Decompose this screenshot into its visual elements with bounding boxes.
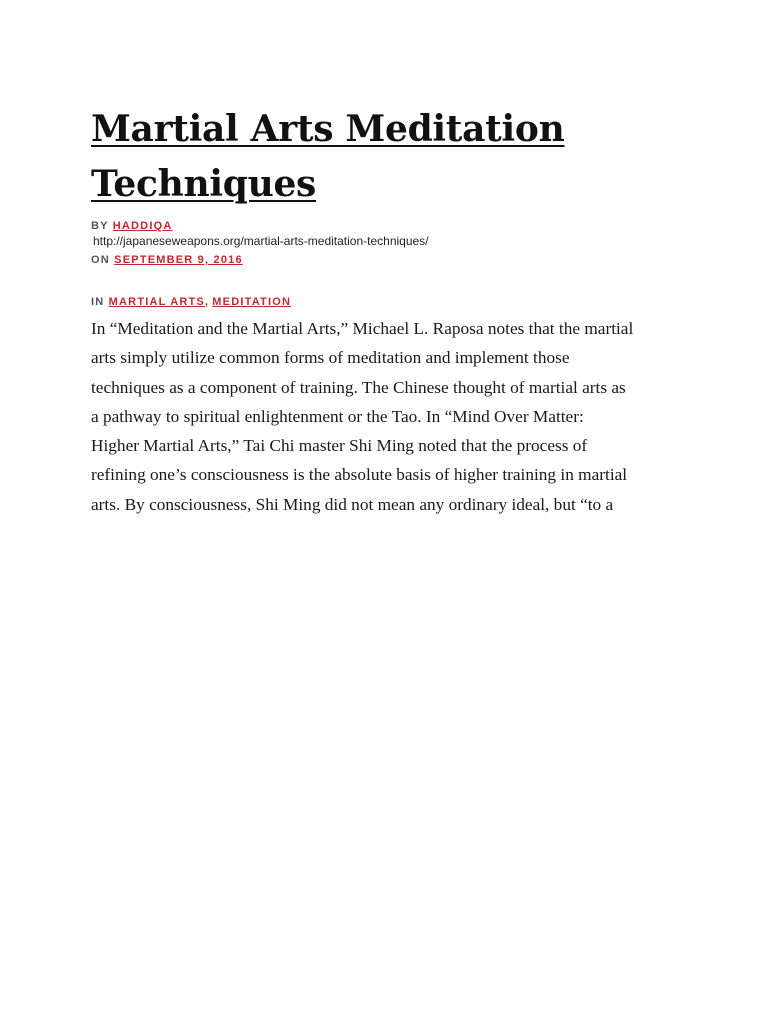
body-line: techniques as a component of training. The Chinese thought of martial arts as bbox=[91, 377, 626, 397]
category-separator: , bbox=[204, 296, 209, 308]
body-line: Higher Martial Arts,” Tai Chi master Shi Ming noted that the process of bbox=[91, 436, 588, 456]
in-label: IN bbox=[91, 296, 105, 308]
source-url: http://japaneseweapons.org/martial-arts-meditation-techniques/ bbox=[93, 234, 429, 248]
article-title-line-1 bbox=[91, 102, 684, 157]
category-link-martial-arts[interactable]: MARTIAL ARTS bbox=[108, 296, 205, 308]
body-line: In “Meditation and the Martial Arts,” Michael L. Raposa notes that the martial bbox=[91, 319, 634, 338]
article-title-text-1: Martial Arts Meditation bbox=[91, 108, 565, 150]
article-title bbox=[91, 0, 684, 212]
category-link-meditation[interactable]: MEDITATION bbox=[212, 296, 292, 308]
article-title-text-2: Techniques bbox=[91, 163, 317, 205]
by-label: BY bbox=[91, 220, 109, 232]
byline bbox=[91, 218, 684, 234]
on-label: ON bbox=[91, 254, 110, 266]
article-body bbox=[91, 314, 684, 519]
body-line: a pathway to spiritual enlightenment or the Tao. In “Mind Over Matter: bbox=[91, 406, 584, 426]
author-link[interactable]: HADDIQA bbox=[112, 220, 173, 232]
body-line: refining one’s consciousness is the absolute basis of higher training in martial bbox=[91, 465, 628, 485]
dateline bbox=[91, 252, 684, 268]
article-title-line-2 bbox=[91, 157, 684, 212]
body-line: arts simply utilize common forms of meditation and implement those bbox=[91, 348, 570, 368]
category-line bbox=[91, 294, 684, 310]
body-line: arts. By consciousness, Shi Ming did not mean any ordinary ideal, but “to a bbox=[91, 494, 614, 514]
date-link[interactable]: SEPTEMBER 9, 2016 bbox=[114, 254, 243, 266]
